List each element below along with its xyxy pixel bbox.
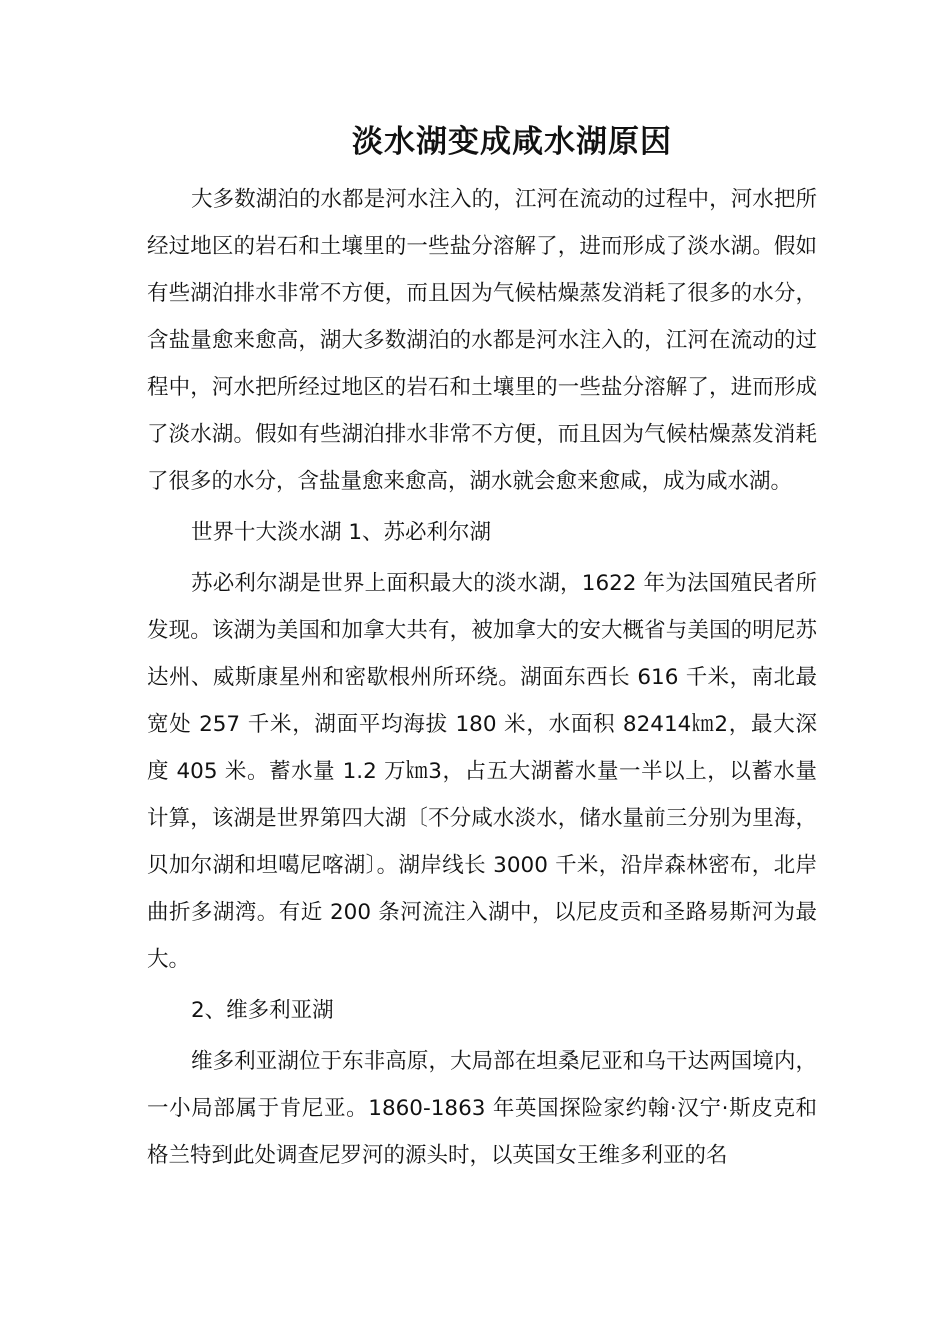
heading-superior: 世界十大淡水湖 1、苏必利尔湖 [191,520,492,545]
heading-victoria: 2、维多利亚湖 [191,998,334,1023]
paragraph-lake-superior: 苏必利尔湖是世界上面积最大的淡水湖，1622 年为法国殖民者所发现。该湖为美国和加拿大共有，被加拿大的安大概省与美国的明尼苏达州、威斯康星州和密歇根州所环绕。湖面东西长 616 千米，南北最宽处 257 千米，湖面平均海拔 180 米，水面积 82414㎞2，最大深度 405 米。蓄水量 1.2 万㎞3，占五大湖蓄水量一半以上，以蓄水量计算，该湖是世界第四大湖〔不分咸水淡水，储水量前三分别为里海，贝加尔湖和坦噶尼喀湖〕。湖岸线长 3000 千米，沿岸森林密布，北岸曲折多湖湾。有近 200 条河流注入湖中，以尼皮贡和圣路易斯河为最大。 [147,571,817,972]
paragraph-lake-victoria: 维多利亚湖位于东非高原，大局部在坦桑尼亚和乌干达两国境内，一小局部属于肯尼亚。1860-1863 年英国探险家约翰·汉宁·斯皮克和格兰特到此处调查尼罗河的源头时，以英国女王维多利亚的名 [147,1049,817,1168]
document-body [147,120,817,1179]
paragraph-salt-lake-cause: 大多数湖泊的水都是河水注入的，江河在流动的过程中，河水把所经过地区的岩石和土壤里的一些盐分溶解了，进而形成了淡水湖。假如有些湖泊排水非常不方便，而且因为气候枯燥蒸发消耗了很多的水分，含盐量愈来愈高，湖大多数湖泊的水都是河水注入的，江河在流动的过程中，河水把所经过地区的岩石和土壤里的一些盐分溶解了，进而形成了淡水湖。假如有些湖泊排水非常不方便，而且因为气候枯燥蒸发消耗了很多的水分，含盐量愈来愈高，湖水就会愈来愈咸，成为咸水湖。 [147,187,817,494]
document-title: 淡水湖变成咸水湖原因 [352,124,672,160]
